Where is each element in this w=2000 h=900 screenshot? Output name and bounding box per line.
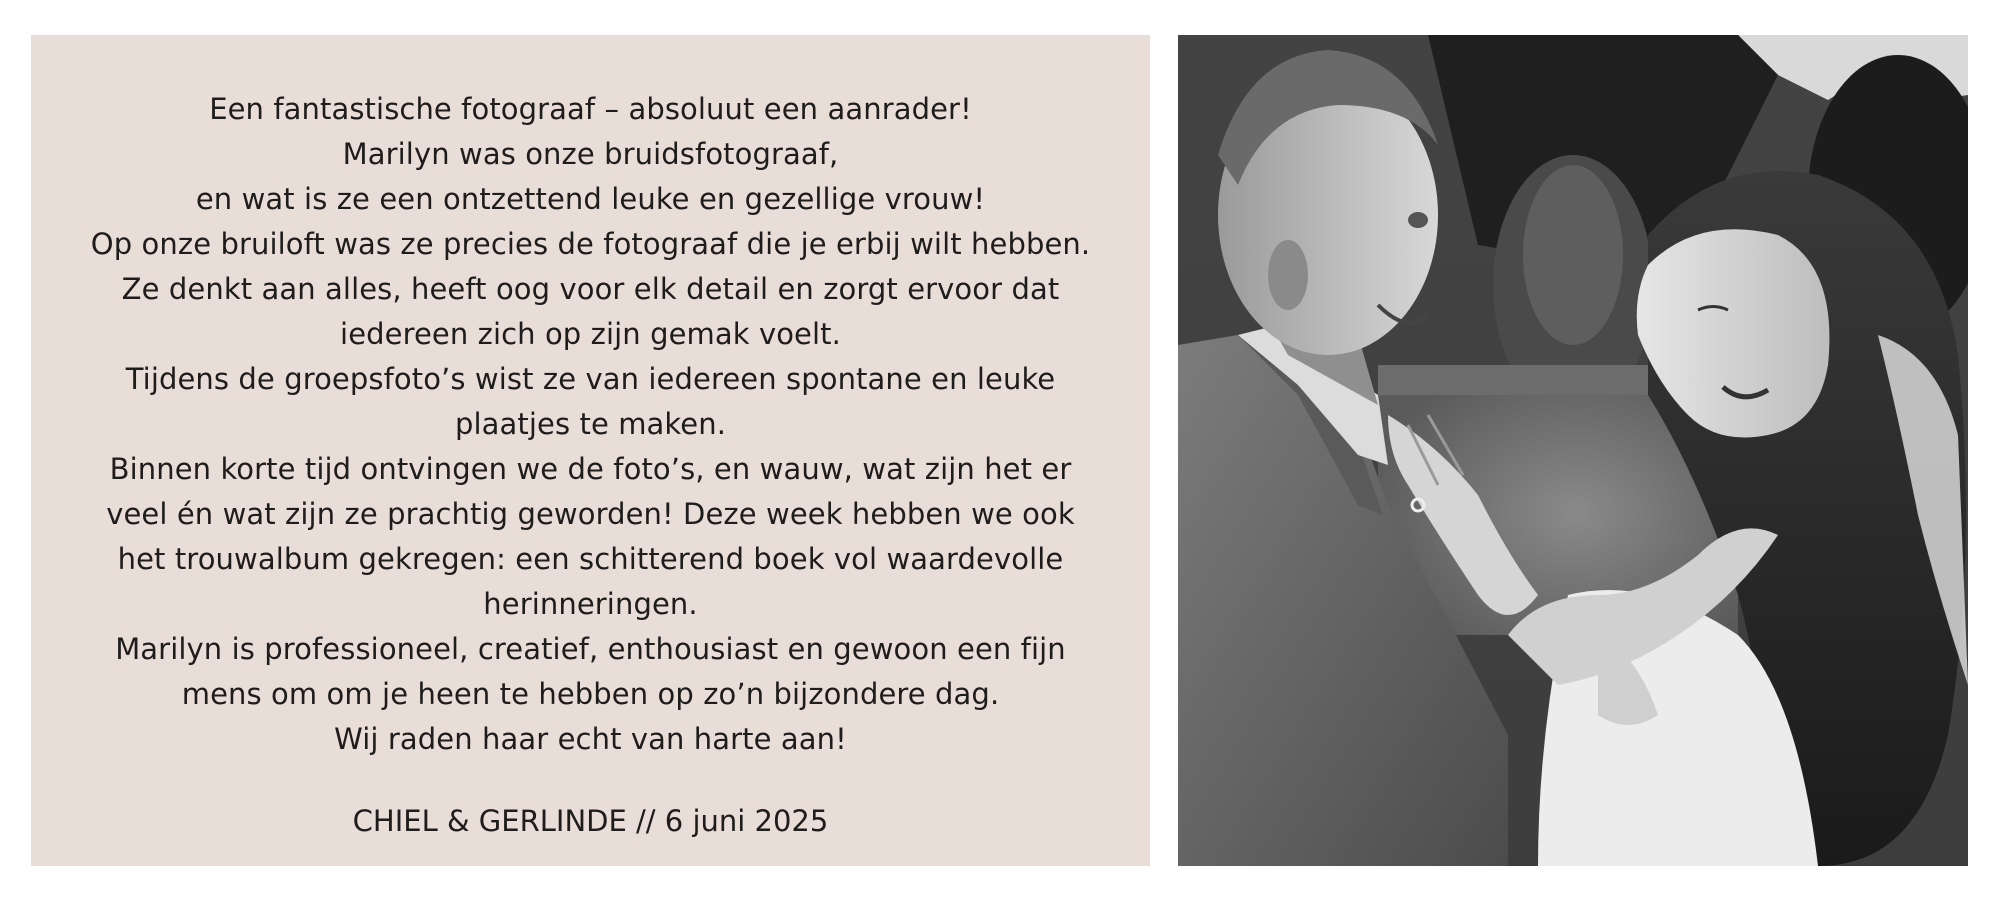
testimonial-line: en wat is ze een ontzettend leuke en gezellige vrouw!: [195, 182, 986, 216]
testimonial-line: Een fantastische fotograaf – absoluut een aanrader!: [209, 92, 972, 126]
testimonial-line: plaatjes te maken.: [454, 407, 727, 441]
testimonial-text: [31, 87, 1150, 762]
testimonial-panel: [31, 35, 1150, 866]
testimonial-line: Marilyn is professioneel, creatief, enthousiast en gewoon een fijn: [115, 632, 1066, 666]
testimonial-line: herinneringen.: [483, 587, 698, 621]
testimonial-line: Ze denkt aan alles, heeft oog voor elk detail en zorgt ervoor dat: [121, 272, 1060, 306]
testimonial-signature: CHIEL & GERLINDE // 6 juni 2025: [352, 804, 829, 838]
testimonial-line: veel én wat zijn ze prachtig geworden! Deze week hebben we ook: [106, 497, 1075, 531]
testimonial-line: Binnen korte tijd ontvingen we de foto’s, en wauw, wat zijn het er: [109, 452, 1072, 486]
testimonial-line: iedereen zich op zijn gemak voelt.: [340, 317, 841, 351]
testimonial-line: Tijdens de groepsfoto’s wist ze van iedereen spontane en leuke: [125, 362, 1056, 396]
testimonial-line: Marilyn was onze bruidsfotograaf,: [342, 137, 839, 171]
couple-photo: [1178, 35, 1968, 866]
testimonial-line: Op onze bruiloft was ze precies de fotograaf die je erbij wilt hebben.: [90, 227, 1091, 261]
couple-photo-illustration: [1178, 35, 1968, 866]
testimonial-line: mens om om je heen te hebben op zo’n bijzondere dag.: [181, 677, 1000, 711]
testimonial-line: het trouwalbum gekregen: een schitterend boek vol waardevolle: [117, 542, 1064, 576]
testimonial-line: Wij raden haar echt van harte aan!: [334, 722, 847, 756]
